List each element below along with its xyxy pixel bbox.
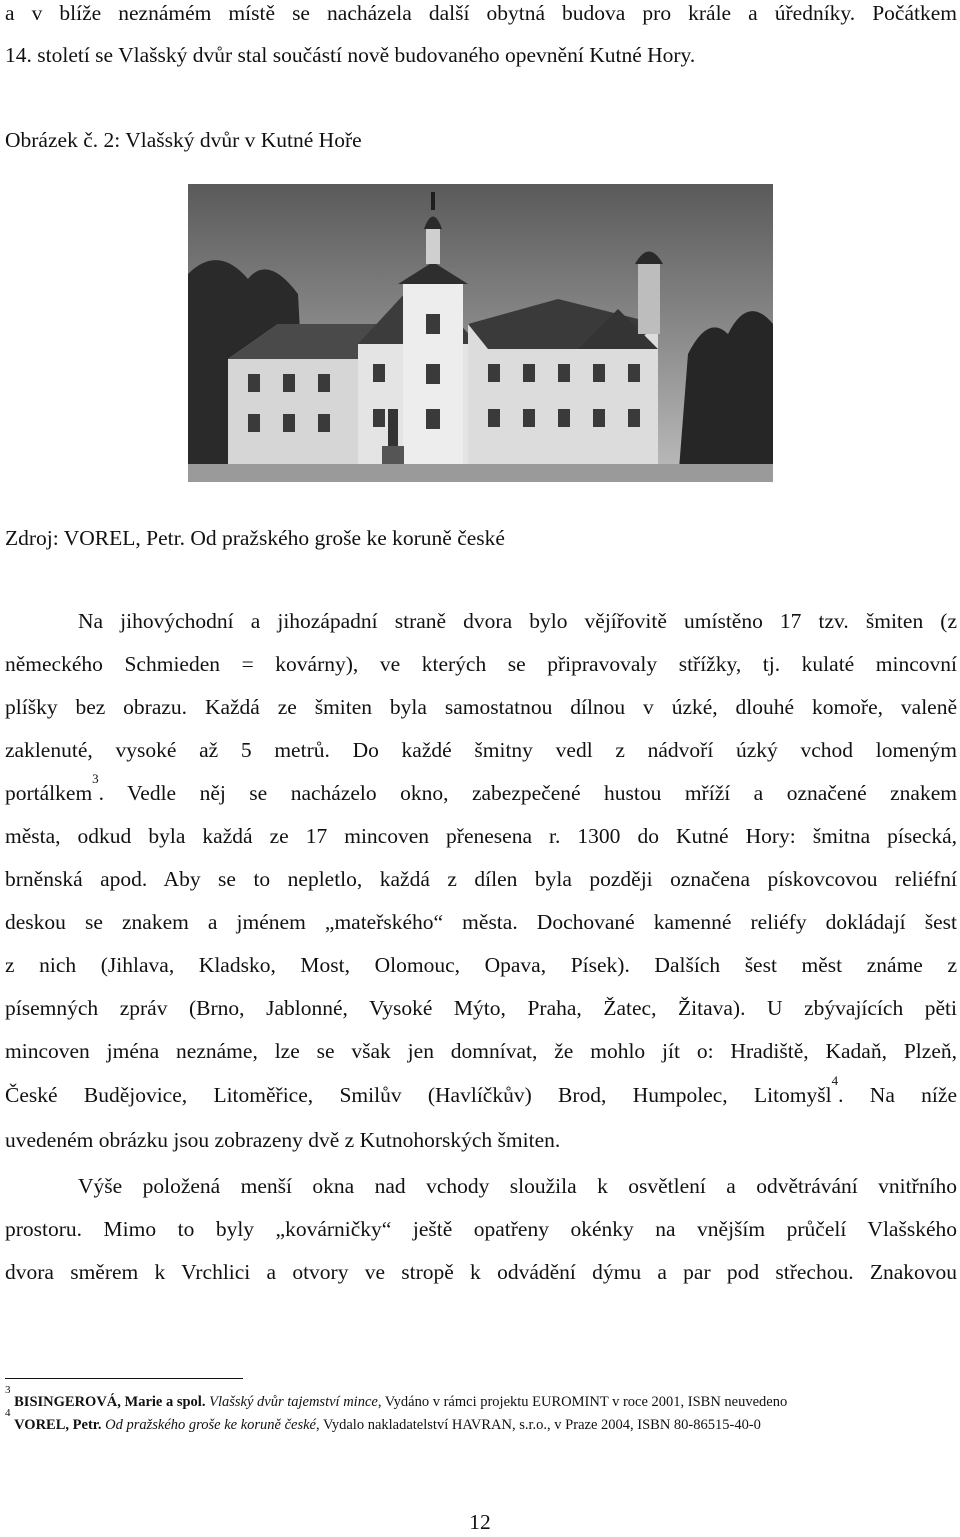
figure-source: Zdroj: VOREL, Petr. Od pražského groše ke koruně české xyxy=(5,526,505,550)
paragraph-line: z nich (Jihlava, Kladsko, Most, Olomouc, Opava, Písek). Dalších šest měst známe z xyxy=(5,953,957,977)
footnote: $^3$ BISINGEROVÁ, Marie a spol. Vlašský dvůr tajemství mince, Vydáno v rámci projektu EUROMINT v roce 2001, ISBN neuvedeno xyxy=(5,1384,788,1410)
paragraph-line: České Budějovice, Litoměřice, Smilův (Havlíčkův) Brod, Humpolec, Litomyšl$^4$. Na níže xyxy=(5,1072,957,1107)
paragraph-line: brněnská apod. Aby se to nepletlo, každá z dílen byla později označena pískovcovou reliéfní xyxy=(5,867,957,891)
paragraph-line: deskou se znakem a jménem „mateřského“ města. Dochované kamenné reliéfy dokládají šest xyxy=(5,910,957,934)
paragraph-line: dvora směrem k Vrchlici a otvory ve stropě k odvádění dýmu a par pod střechou. Znakovou xyxy=(5,1260,957,1284)
figure-caption: Obrázek č. 2: Vlašský dvůr v Kutné Hoře xyxy=(5,128,362,152)
footnote-separator xyxy=(5,1378,243,1379)
footnote: $^4$ VOREL, Petr. Od pražského groše ke koruně české, Vydalo nakladatelství HAVRAN, s.r.o., v Praze 2004, ISBN 80-86515-40-0 xyxy=(5,1407,761,1433)
intro-line: a v blíže neznámém místě se nacházela další obytná budova pro krále a úředníky. Počátkem xyxy=(5,1,957,25)
paragraph-line: města, odkud byla každá ze 17 mincoven přenesena r. 1300 do Kutné Hory: šmitna písecká, xyxy=(5,824,957,848)
footnote-ref[interactable]: 4 xyxy=(831,1072,839,1088)
paragraph-line: uvedeném obrázku jsou zobrazeny dvě z Kutnohorských šmiten. xyxy=(5,1128,561,1152)
intro-line: 14. století se Vlašský dvůr stal součástí nově budovaného opevnění Kutné Hory. xyxy=(5,43,696,67)
paragraph-line: Na jihovýchodní a jihozápadní straně dvora bylo vějířovitě umístěno 17 tzv. šmiten (z xyxy=(78,609,957,633)
paragraph-line: Výše položená menší okna nad vchody sloužila k osvětlení a odvětrávání vnitřního xyxy=(78,1174,957,1198)
paragraph-line: portálkem$^3$. Vedle něj se nacházelo okno, zabezpečené hustou mříží a označené znakem xyxy=(5,770,957,805)
paragraph-line: písemných zpráv (Brno, Jablonné, Vysoké Mýto, Praha, Žatec, Žitava). U zbývajících pěti xyxy=(5,996,957,1020)
paragraph-line: prostoru. Mimo to byly „kovárničky“ ještě opatřeny okénky na vnějším průčelí Vlašského xyxy=(5,1217,957,1241)
paragraph-line: německého Schmieden = kovárny), ve kterých se připravovaly střížky, tj. kulaté mincovní xyxy=(5,652,957,676)
page-number: 12 xyxy=(469,1510,491,1534)
footnote-ref[interactable]: 3 xyxy=(92,770,99,786)
paragraph-line: plíšky bez obrazu. Každá ze šmiten byla samostatnou dílnou v úzké, dlouhé komoře, valeně xyxy=(5,695,957,719)
paragraph-line: zaklenuté, vysoké až 5 metrů. Do každé šmitny vedl z nádvoří úzký vchod lomeným xyxy=(5,738,957,762)
paragraph-line: mincoven jména neznáme, lze se však jen domnívat, že mohlo jít o: Hradiště, Kadaň, Plzeň, xyxy=(5,1039,957,1063)
figure-photo-vlassky-dvur xyxy=(188,184,773,482)
